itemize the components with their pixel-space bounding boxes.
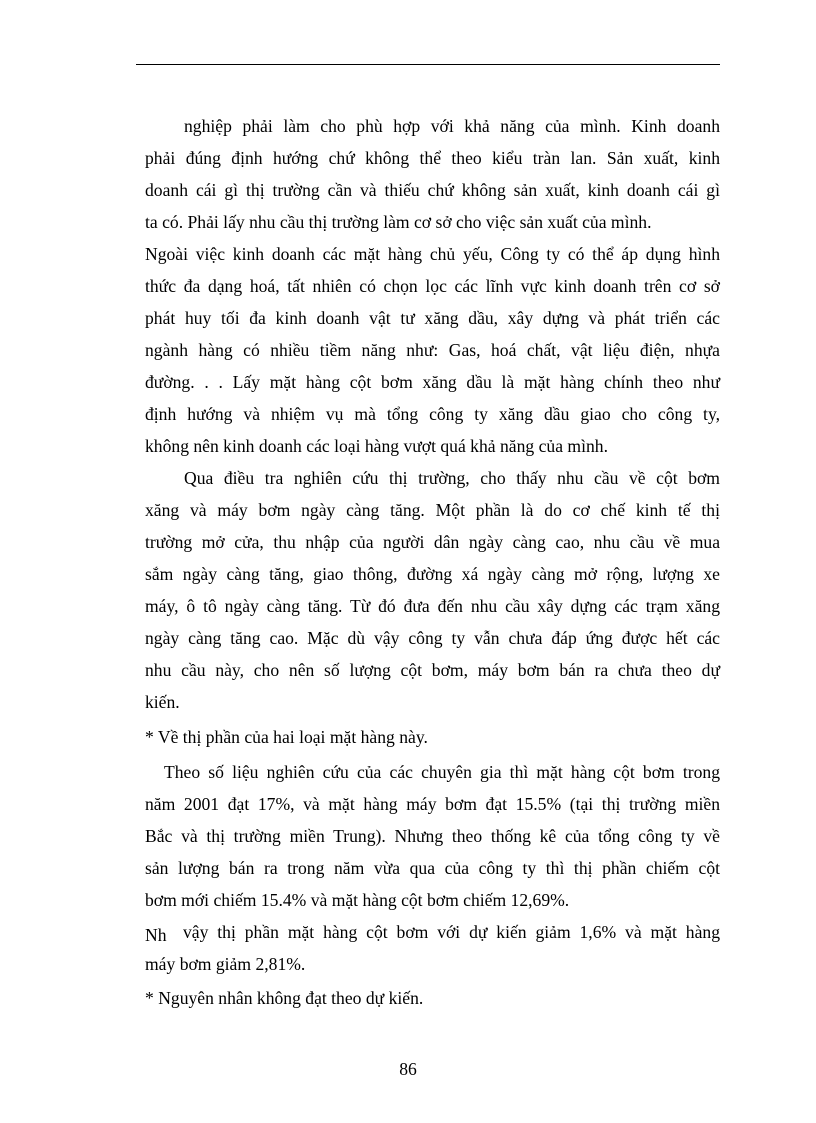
text-line: ngành hàng có nhiều tiềm năng như: Gas, hoá chất, vật liệu điện, nhựa xyxy=(145,340,720,360)
text-fragment: Nh xyxy=(145,925,167,945)
text-line: kiến. xyxy=(145,692,180,712)
text-line: phát huy tối đa kinh doanh vật tư xăng dầu, xây dựng và phát triển các xyxy=(145,308,720,328)
text-line: đường. . . Lấy mặt hàng cột bơm xăng dầu là mặt hàng chính theo như xyxy=(145,372,720,392)
text-line: sản lượng bán ra trong năm vừa qua của công ty thì thị phần chiếm cột xyxy=(145,858,720,878)
header-rule xyxy=(136,64,720,65)
text-line: ta có. Phải lấy nhu cầu thị trường làm cơ sở cho việc sản xuất của mình. xyxy=(145,212,652,232)
text-line: máy, ô tô ngày càng tăng. Từ đó đưa đến nhu cầu xây dựng các trạm xăng xyxy=(145,596,720,616)
section-heading: * Về thị phần của hai loại mặt hàng này. xyxy=(145,727,428,747)
text-line: sắm ngày càng tăng, giao thông, đường xá ngày càng mở rộng, lượng xe xyxy=(145,564,720,584)
text-line: phải đúng định hướng chứ không thể theo kiểu tràn lan. Sản xuất, kinh xyxy=(145,148,720,168)
text-line: nhu cầu này, cho nên số lượng cột bơm, máy bơm bán ra chưa theo dự xyxy=(145,660,720,680)
text-line: xăng và máy bơm ngày càng tăng. Một phần là do cơ chế kinh tế thị xyxy=(145,500,720,520)
text-line: vậy thị phần mặt hàng cột bơm với dự kiến giảm 1,6% và mặt hàng xyxy=(183,922,720,942)
text-line: ngày càng tăng cao. Mặc dù vậy công ty vẫn chưa đáp ứng được hết các xyxy=(145,628,720,648)
section-heading: * Nguyên nhân không đạt theo dự kiến. xyxy=(145,988,424,1008)
text-line: Bắc và thị trường miền Trung). Nhưng theo thống kê của tổng công ty về xyxy=(145,826,720,846)
text-line: Qua điều tra nghiên cứu thị trường, cho thấy nhu cầu về cột bơm xyxy=(184,468,720,488)
text-line: nghiệp phải làm cho phù hợp với khả năng của mình. Kinh doanh xyxy=(184,116,720,136)
text-line: Theo số liệu nghiên cứu của các chuyên gia thì mặt hàng cột bơm trong xyxy=(164,762,720,782)
text-line: bơm mới chiếm 15.4% và mặt hàng cột bơm chiếm 12,69%. xyxy=(145,890,570,910)
text-line: doanh cái gì thị trường cần và thiếu chứ không sản xuất, kinh doanh cái gì xyxy=(145,180,720,200)
text-line: máy bơm giảm 2,81%. xyxy=(145,954,306,974)
text-line: Ngoài việc kinh doanh các mặt hàng chủ yếu, Công ty có thể áp dụng hình xyxy=(145,244,720,264)
text-line: không nên kinh doanh các loại hàng vượt quá khả năng của mình. xyxy=(145,436,608,456)
text-line: năm 2001 đạt 17%, và mặt hàng máy bơm đạt 15.5% (tại thị trường miền xyxy=(145,794,720,814)
text-line: trường mở cửa, thu nhập của người dân ngày càng cao, nhu cầu về mua xyxy=(145,532,720,552)
page-number: 86 xyxy=(399,1059,417,1079)
text-line: định hướng và nhiệm vụ mà tổng công ty xăng dầu giao cho công ty, xyxy=(145,404,720,424)
text-line: thức đa dạng hoá, tất nhiên có chọn lọc các lĩnh vực kinh doanh trên cơ sở xyxy=(145,276,720,296)
